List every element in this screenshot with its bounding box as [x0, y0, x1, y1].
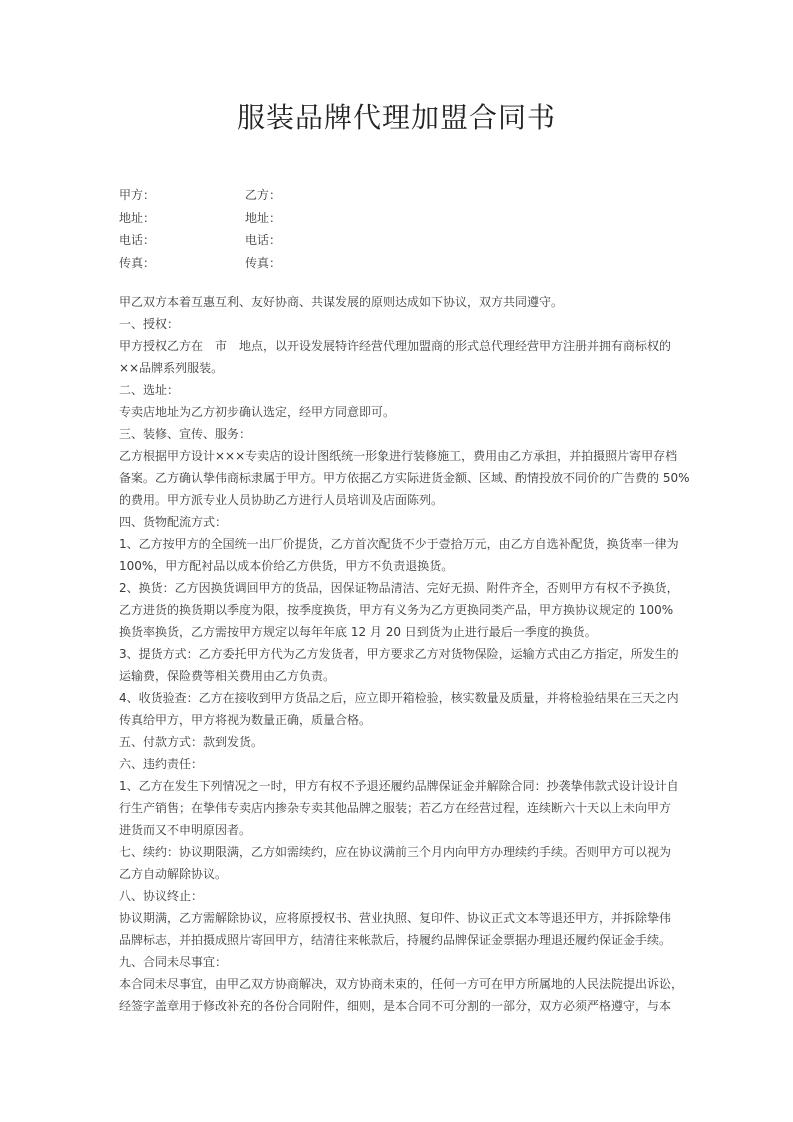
text-line: 3、提货方式：乙方委托甲方代为乙方发货者，甲方要求乙方对货物保险，运输方式由乙方指定，所发生的	[119, 647, 679, 661]
text-line: 协议期满，乙方需解除协议，应将原授权书、营业执照、复印件、协议正式文本等退还甲方，并拆除挚伟	[119, 911, 672, 925]
text-line: 换货率换货，乙方需按甲方规定以每年年底 12 月 20 日到货为止进行最后一季度的换货。	[119, 625, 597, 639]
text-line: 六、违约责任：	[119, 757, 204, 771]
party-a-field-label: 电话：	[119, 233, 156, 247]
text-line: 4、收货验查：乙方在接收到甲方货品之后，应立即开箱检验，核实数量及质量，并将检验结果在三天之内	[119, 691, 679, 705]
document-title: 服装品牌代理加盟合同书	[236, 101, 556, 134]
text-line: ××品牌系列服装。	[119, 361, 224, 375]
text-line: 传真给甲方，甲方将视为数量正确，质量合格。	[119, 713, 372, 727]
party-b-field-label: 传真：	[245, 255, 282, 270]
party-a-field-label: 传真：	[119, 255, 156, 270]
text-line: 七、续约：协议期限满，乙方如需续约，应在协议满前三个月内向甲方办理续约手续。否则甲方可以视为	[119, 845, 672, 859]
parties-block	[119, 184, 371, 274]
text-line: 五、付款方式：款到发货。	[119, 735, 264, 749]
text-line: 备案。乙方确认挚伟商标隶属于甲方。甲方依据乙方实际进货金额、区域、酌情投放不同价的广告费的 50%	[119, 471, 690, 485]
contract-body	[119, 291, 690, 1017]
text-line: 九、合同未尽事宜：	[119, 955, 228, 969]
text-line: 乙方自动解除协议。	[119, 867, 228, 881]
text-line: 一、授权：	[119, 317, 180, 331]
text-line: 1、乙方在发生下列情况之一时，甲方有权不予退还履约品牌保证金并解除合同：抄袭挚伟款式设计设计自	[119, 779, 679, 793]
party-row	[119, 184, 371, 207]
party-a-field-label: 地址：	[119, 210, 156, 225]
party-a-field-label: 甲方：	[119, 188, 156, 202]
text-line: 经签字盖章用于修改补充的各份合同附件，细则，是本合同不可分割的一部分，双方必须严格遵守，与本	[119, 999, 672, 1013]
text-line: 运输费，保险费等相关费用由乙方负责。	[119, 669, 336, 683]
text-line: 2、换货：乙方因换货调回甲方的货品，因保证物品清洁、完好无损、附件齐全，否则甲方有权不予换货，	[119, 581, 679, 595]
text-line: 乙方进货的换货期以季度为限，按季度换货，甲方有义务为乙方更换同类产品，甲方换协议规定的 100%	[119, 603, 674, 617]
text-line: 行生产销售；在挚伟专卖店内掺杂专卖其他品牌之服装；若乙方在经营过程，连续断六十天以上未向甲方	[119, 801, 672, 815]
text-line: 本合同未尽事宜，由甲乙双方协商解决，双方协商未束的，任何一方可在甲方所属地的人民法院提出诉讼，	[119, 977, 684, 991]
text-line: 甲方授权乙方在 市 地点，以开设发展特许经营代理加盟商的形式总代理经营甲方注册并拥有商标权的	[119, 339, 672, 353]
party-b-field-label: 电话：	[245, 233, 282, 247]
party-row	[119, 207, 371, 230]
text-line: 品牌标志，并拍摄成照片寄回甲方，结清往来帐款后，持履约品牌保证金票据办理退还履约保证金手续。	[119, 933, 672, 947]
text-line: 四、货物配流方式：	[119, 515, 228, 529]
text-line: 进货而又不申明原因者。	[119, 823, 252, 837]
text-line: 100%，甲方配衬品以成本价给乙方供货，甲方不负责退换货。	[119, 559, 454, 573]
text-line: 乙方根据甲方设计×××专卖店的设计图纸统一形象进行装修施工，费用由乙方承担，并拍摄照片寄甲存档	[119, 449, 678, 463]
text-line: 三、装修、宣传、服务：	[119, 427, 252, 441]
text-line: 1、乙方按甲方的全国统一出厂价提货，乙方首次配货不少于壹拾万元，由乙方自选补配货，换货率一律为	[119, 537, 679, 551]
text-line: 八、协议终止：	[119, 889, 204, 903]
text-line: 甲乙双方本着互惠互利、友好协商、共谋发展的原则达成如下协议，双方共同遵守。	[119, 295, 564, 309]
party-b-field-label: 乙方：	[245, 188, 282, 202]
party-row	[119, 252, 371, 275]
text-line: 专卖店地址为乙方初步确认选定，经甲方同意即可。	[119, 405, 396, 419]
text-line: 二、选址：	[119, 383, 180, 397]
text-line: 的费用。甲方派专业人员协助乙方进行人员培训及店面陈列。	[119, 493, 444, 507]
party-b-field-label: 地址：	[245, 210, 282, 225]
party-row	[119, 229, 371, 252]
